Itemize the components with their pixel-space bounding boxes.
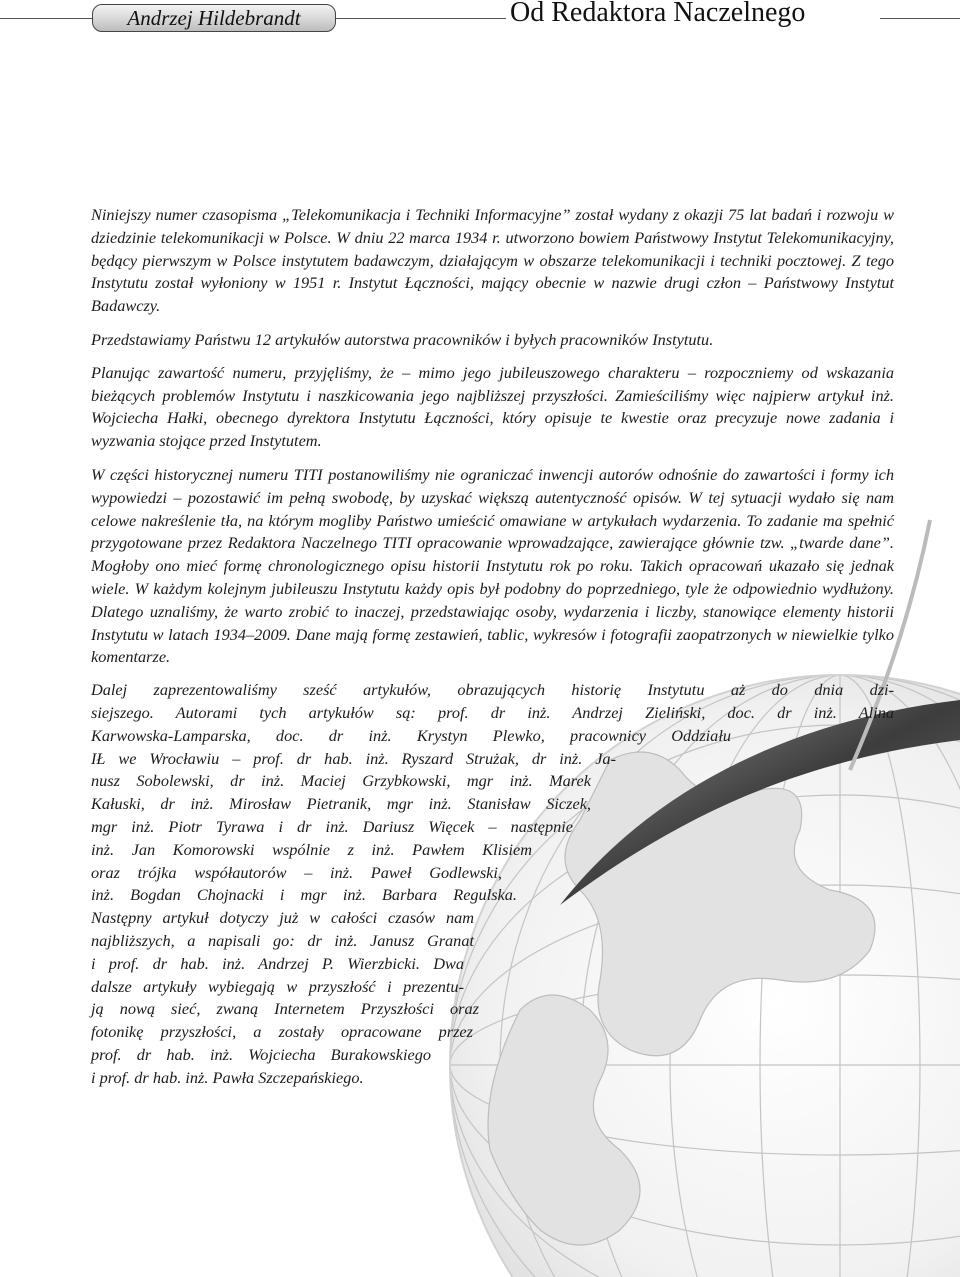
authors-line: oraz trójka współautorów – inż. Paweł Godlewski, — [91, 862, 502, 882]
paragraph-authors — [91, 679, 894, 1089]
authors-line: najbliższych, a napisali go: dr inż. Janusz Granat — [91, 930, 474, 950]
authors-line: Następny artykuł dotyczy już w całości czasów nam — [91, 908, 474, 928]
author-tab — [92, 4, 336, 32]
authors-line: inż. Bogdan Chojnacki i mgr inż. Barbara Regulska. — [91, 885, 517, 905]
authors-line: Karwowska-Lamparska, doc. dr inż. Krystyn Plewko, pracownicy Oddziału — [91, 725, 731, 745]
page-header — [0, 0, 960, 40]
authors-line: nusz Sobolewski, dr inż. Maciej Grzybkowski, mgr inż. Marek — [91, 771, 591, 791]
authors-line: ją nową sieć, zwaną Internetem Przyszłości oraz — [91, 999, 479, 1019]
authors-line: prof. dr hab. inż. Wojciecha Burakowskiego — [91, 1044, 431, 1064]
authors-line: dalsze artykuły wybiegają w przyszłość i prezentu- — [91, 976, 464, 996]
paragraph-intro: Niniejszy numer czasopisma „Telekomunikacja i Techniki Informacyjne” został wydany z okazji 75 lat badań i rozwoju w dziedzinie telekomunikacji w Polsce. W dniu 22 marca 1934 r. utworzono bowiem Państwowy Instytut Telekomunikacyjny, będący pierwszym w Polsce instytutem badawczym, działającym w obszarze telekomunikacji i techniki pocztowej. Z tego Instytutu został wyłoniony w 1951 r. Instytut Łączności, mający obecnie w nazwie drugi człon – Państwowy Instytut Badawczy. — [91, 205, 894, 316]
authors-line: i prof. dr hab. inż. Andrzej P. Wierzbicki. Dwa — [91, 953, 464, 973]
authors-line: Kałuski, dr inż. Mirosław Pietranik, mgr inż. Stanisław Siczek, — [91, 794, 591, 814]
authors-line: inż. Jan Komorowski wspólnie z inż. Pawłem Klisiem — [91, 839, 532, 859]
authors-line: fotonikę przyszłości, a zostały opracowane przez — [91, 1022, 473, 1042]
paragraph-history: W części historycznej numeru TITI postanowiliśmy nie ograniczać inwencji autorów odnośnie do zawartości i formy ich wypowiedzi – pozostawić im pełną swobodę, by uzyskać większą autentyczność opisów. W tej sytuacji wydało się nam celowe nakreślenie tła, na którym mogliby Państwo umieścić omawiane w artykułach wydarzenia. To zadanie ma spełnić przygotowane przez Redaktora Naczelnego TITI opracowanie wprowadzające, zawierające głównie tzw. „twarde dane”. Mogłoby ono mieć formę chronologicznego opisu historii Instytutu rok po roku. Takich opracowań ukazało się jednak wiele. W każdym kolejnym jubileuszu Instytutu każdy opis był podobny do poprzedniego, tyle że odpowiednio wydłużony. Dlatego uznaliśmy, że warto zrobić to inaczej, przedstawiając osoby, wydarzenia i liczby, stanowiące elementy historii Instytutu w latach 1934–2009. Dane mają formę zestawień, tablic, wykresów i fotografii zaopatrzonych w niewielkie tylko komentarze. — [91, 464, 894, 667]
section-title: Od Redaktora Naczelnego — [506, 0, 809, 29]
header-rule-left — [0, 18, 92, 19]
header-rule-right — [880, 18, 960, 19]
paragraph-planning: Planując zawartość numeru, przyjęliśmy, że – mimo jego jubileuszowego charakteru – rozpoczniemy od wskazania bieżących problemów Instytutu i naszkicowania jego najbliższej przyszłości. Zamieściliśmy więc najpierw artykuł inż. Wojciecha Hałki, obecnego dyrektora Instytutu Łączności, który opisuje te kwestie oraz precyzuje nowe zadania i wyzwania stojące przed Instytutem. — [91, 362, 894, 451]
authors-line: mgr inż. Piotr Tyrawa i dr inż. Dariusz Więcek – następnie — [91, 816, 573, 836]
authors-line: siejszego. Autorami tych artykułów są: prof. dr inż. Andrzej Zieliński, doc. dr inż. Alina — [91, 702, 894, 722]
author-name: Andrzej Hildebrandt — [127, 6, 301, 30]
paragraph-articles-count: Przedstawiamy Państwu 12 artykułów autorstwa pracowników i byłych pracowników Instytutu. — [91, 329, 714, 349]
header-rule-middle — [336, 18, 512, 19]
authors-line: IŁ we Wrocławiu – prof. dr hab. inż. Ryszard Strużak, dr inż. Ja- — [91, 748, 616, 768]
authors-line: i prof. dr hab. inż. Pawła Szczepańskiego. — [91, 1067, 364, 1087]
authors-line: Dalej zaprezentowaliśmy sześć artykułów, obrazujących historię Instytutu aż do dnia dzi- — [91, 680, 894, 700]
article-body — [91, 204, 894, 1089]
